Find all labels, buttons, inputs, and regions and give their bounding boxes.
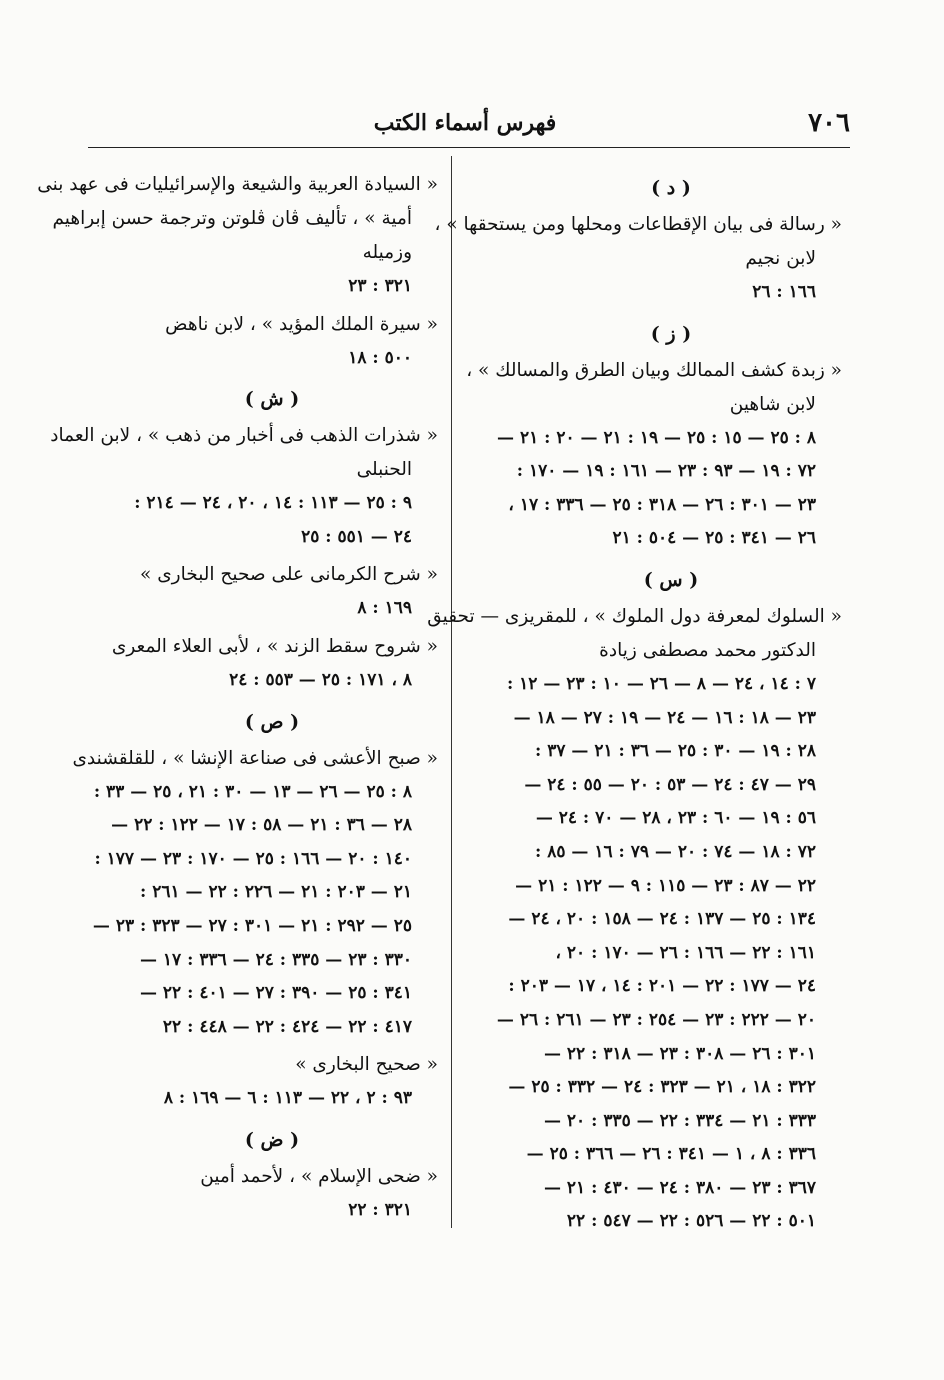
page-references-line: ٢٦ — ٣٤١ : ٢٥ — ٥٠٤ : ٢١ xyxy=(612,528,816,549)
page-references-line: ٣٢١ : ٢٣ xyxy=(348,276,412,296)
book-title-line: وزميله xyxy=(362,242,412,263)
page-references-line: ٢٩ — ٤٧ : ٢٤ — ٥٣ : ٢٠ — ٥٥ : ٢٤ — xyxy=(524,774,816,795)
page-references-line: ١٦٩ : ٨ xyxy=(357,598,412,619)
book-entry xyxy=(66,558,438,626)
page-references-line: ٩٣ : ٢ ، ٢٢ — ١١٣ : ٦ — ١٦٩ : ٨ xyxy=(163,1088,412,1109)
page-references-line: ٣٣٦ : ٨ ، ١ — ٣٤١ : ٢٦ — ٣٦٦ : ٢٥ — xyxy=(526,1144,816,1165)
book-title-line: « شروح سقط الزند » ، لأبى العلاء المعرى xyxy=(111,635,438,657)
page-references-line: ٣٣٠ : ٢٣ — ٣٣٥ : ٢٤ — ٣٣٦ : ١٧ — xyxy=(140,949,412,970)
page-references-line: ٢٠ — ٢٢٢ : ٢٣ — ٢٥٤ : ٢٣ — ٢٦١ : ٢٦ — xyxy=(496,1009,816,1030)
book-title-line: الدكتور محمد مصطفى زيادة xyxy=(599,639,816,661)
column-divider xyxy=(451,156,452,1228)
book-entry xyxy=(466,354,842,556)
book-entry xyxy=(434,208,842,310)
page-references-line: ٨ : ٢٥ — ١٥ : ٢٥ — ١٩ : ٢١ — ٢٠ : ٢١ — xyxy=(497,427,816,448)
page-references-line: ٥٠٠ : ١٨ xyxy=(348,347,412,368)
book-title-line: « سيرة الملك المؤيد » ، لابن ناهض xyxy=(165,313,438,335)
page-references-line: ٣٤١ : ٢٥ — ٣٩٠ : ٢٧ — ٤٠١ : ٢٢ — xyxy=(140,983,412,1004)
letter-heading: ( ز ) xyxy=(650,322,692,345)
book-entry xyxy=(66,742,438,1045)
book-title-line: أمية » ، تأليف ڤان ڤلوتن وترجمة حسن إبراهيم xyxy=(52,208,412,229)
letter-heading: ( د ) xyxy=(651,177,691,199)
book-entry xyxy=(427,600,842,1239)
book-title-line: « السلوك لمعرفة دول الملوك » ، للمقريزى — تحقيق xyxy=(427,605,842,627)
page-number: ٧٠٦ xyxy=(808,108,850,138)
running-title: فهرس أسماء الكتب xyxy=(373,110,557,136)
book-entry xyxy=(37,168,438,304)
page-references-line: ٣٢٢ : ١٨ ، ٢١ — ٣٢٣ : ٢٤ — ٣٣٢ : ٢٥ — xyxy=(508,1077,816,1098)
page-references-line: ٥٦ : ١٩ — ٦٠ : ٢٣ ، ٢٨ — ٧٠ : ٢٤ — xyxy=(535,808,816,829)
book-title-line: الحنبلى xyxy=(356,459,412,481)
book-title-line: لابن شاهين xyxy=(729,393,816,415)
letter-heading: ( ض ) xyxy=(244,1128,300,1151)
page-references-line: ٧٢ : ١٨ — ٧٤ : ٢٠ — ٧٩ : ١٦ — ٨٥ : xyxy=(535,841,816,862)
book-title-line: « شرح الكرمانى على صحيح البخارى » xyxy=(140,564,438,586)
page-references-line: ٢٣ — ١٨ : ١٦ — ٢٤ — ١٩ : ٢٧ — ١٨ — xyxy=(513,707,816,728)
book-title-line: « السيادة العربية والشيعة والإسرائيليات فى عهد بنى xyxy=(37,174,438,195)
page-header xyxy=(90,108,850,148)
book-title-line: « صبح الأعشى فى صناعة الإنشا » ، للقلقشندى xyxy=(72,747,438,769)
book-title-line: « زبدة كشف الممالك وبيان الطرق والمسالك » ، xyxy=(466,359,842,381)
page-references-line: ١٣٤ : ٢٥ — ١٣٧ : ٢٤ — ١٥٨ : ٢٠ ، ٢٤ — xyxy=(508,909,816,930)
page-references-line: ٤١٧ : ٢٢ — ٤٢٤ : ٢٢ — ٤٤٨ : ٢٢ xyxy=(162,1016,412,1037)
letter-heading: ( س ) xyxy=(643,568,699,591)
letter-heading: ( ص ) xyxy=(244,710,300,733)
book-entry xyxy=(66,630,438,698)
page-references-line: ١٦١ : ٢٢ — ١٦٦ : ٢٦ — ١٧٠ : ٢٠ ، xyxy=(555,942,816,963)
book-title-line: « ضحى الإسلام » ، لأحمد أمين xyxy=(200,1165,438,1187)
book-entry xyxy=(66,1048,438,1116)
page-references-line: ٢٥ — ٢٩٢ : ٢١ — ٣٠١ : ٢٧ — ٣٢٣ : ٢٣ — xyxy=(92,915,412,936)
page-references-line: ٨ : ٢٥ — ٢٦ — ١٣ — ٣٠ : ٢١ ، ٢٥ — ٣٣ : xyxy=(93,781,412,802)
page-references-line: ٢٢ — ٨٧ : ٢٣ — ١١٥ : ٩ — ١٢٢ : ٢١ — xyxy=(515,875,816,896)
header-rule xyxy=(88,147,850,148)
page-references-line: ٨ ، ١٧١ : ٢٥ — ٥٥٣ : ٢٤ xyxy=(229,669,412,690)
page-references-line: ٧٢ : ١٩ — ٩٣ : ٢٣ — ١٦١ : ١٩ — ١٧٠ : xyxy=(516,461,816,482)
page-references-line: ٣٠١ : ٢٦ — ٣٠٨ : ٢٣ — ٣١٨ : ٢٢ — xyxy=(544,1043,816,1064)
book-entry xyxy=(66,1160,438,1228)
page-references-line: ٢٨ — ٣٦ : ٢١ — ٥٨ : ١٧ — ١٢٢ : ٢٢ — xyxy=(111,815,412,836)
book-title-line: « صحيح البخارى » xyxy=(295,1054,438,1076)
page-references-line: ٥٠١ : ٢٢ — ٥٢٦ : ٢٢ — ٥٤٧ : ٢٢ xyxy=(566,1211,816,1232)
book-title-line: لابن نجيم xyxy=(745,248,816,269)
left-column xyxy=(37,168,438,1232)
right-column xyxy=(427,168,842,1243)
page-references-line: ٢٨ : ١٩ — ٣٠ : ٢٥ — ٣٦ : ٢١ — ٣٧ : xyxy=(535,741,816,762)
page-references-line: ٢٤ — ٥٥١ : ٢٥ xyxy=(301,526,412,547)
page-references-line: ٢٤ — ١٧٧ : ٢٢ — ٢٠١ : ١٤ ، ١٧ — ٢٠٣ : xyxy=(508,976,816,997)
book-title-line: « رسالة فى بيان الإقطاعات ومحلها ومن يستحقها » ، xyxy=(434,214,842,235)
page-references-line: ٢١ — ٢٠٣ : ٢١ — ٢٢٦ : ٢٢ — ٢٦١ : xyxy=(140,882,412,903)
book-title-line: « شذرات الذهب فى أخبار من ذهب » ، لابن العماد xyxy=(50,425,438,447)
page-references-line: ١٤٠ : ٢٠ — ١٦٦ : ٢٥ — ١٧٠ : ٢٣ — ١٧٧ : xyxy=(94,848,412,869)
book-entry xyxy=(66,308,438,376)
letter-heading: ( ش ) xyxy=(244,388,300,411)
page-references-line: ٢٣ — ٣٠١ : ٢٦ — ٣١٨ : ٢٥ — ٣٣٦ : ١٧ ، xyxy=(508,494,816,515)
page-references-line: ٩ : ٢٥ — ١١٣ : ١٤ ، ٢٠ ، ٢٤ — ٢١٤ : xyxy=(134,493,412,514)
book-entry xyxy=(50,419,438,554)
page-references-line: ٣٣٣ : ٢١ — ٣٣٤ : ٢٢ — ٣٣٥ : ٢٠ — xyxy=(544,1110,816,1131)
page-references-line: ١٦٦ : ٢٦ xyxy=(752,282,816,302)
page-references-line: ٣٦٧ : ٢٣ — ٣٨٠ : ٢٤ — ٤٣٠ : ٢١ — xyxy=(544,1177,816,1198)
page-references-line: ٣٢١ : ٢٢ xyxy=(348,1199,412,1220)
page-references-line: ٧ : ١٤ ، ٢٤ — ٨ — ٢٦ — ١٠ : ٢٣ — ١٢ : xyxy=(506,673,816,694)
